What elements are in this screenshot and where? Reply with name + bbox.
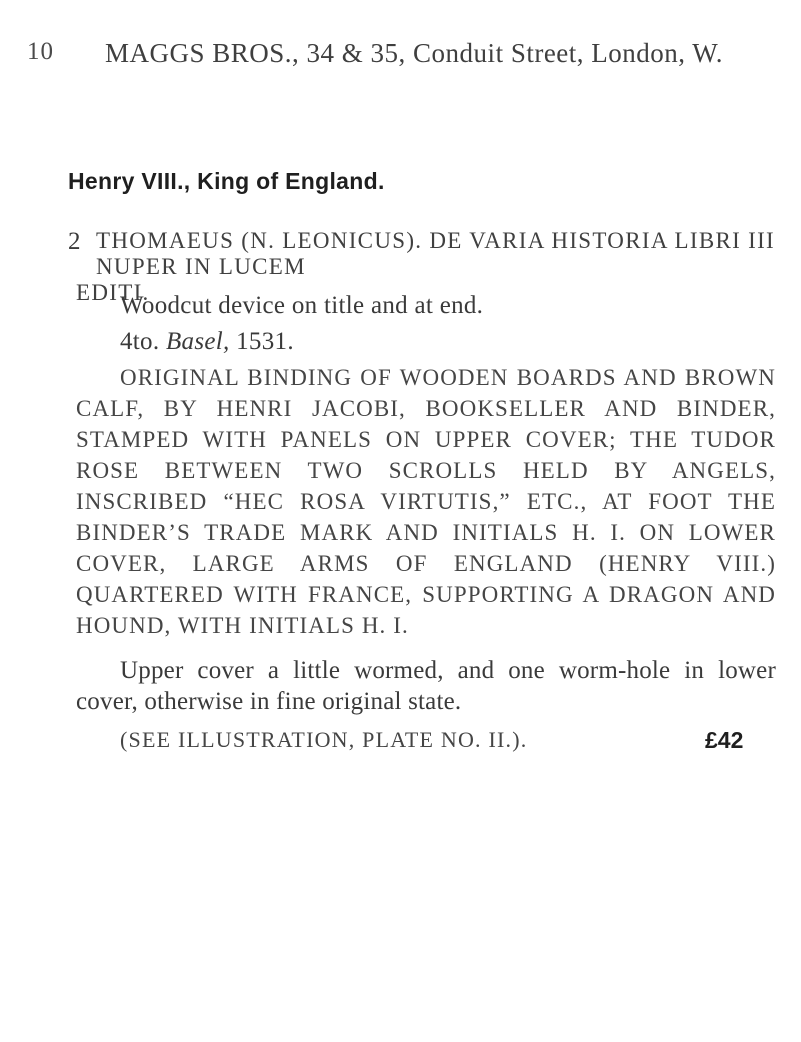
imprint-year: 1531.	[236, 328, 294, 355]
entry-author: THOMAEUS (N. LEONICUS).	[96, 228, 423, 253]
publisher-line: MAGGS BROS., 34 & 35, Conduit Street, London, W.	[105, 38, 724, 68]
woodcut-note: Woodcut device on title and at end.	[120, 292, 484, 319]
condition-note: Upper cover a little wormed, and one worm-hole in lower cover, otherwise in fine original state.	[76, 657, 776, 715]
entry-number: 2	[68, 228, 81, 255]
imprint-line	[120, 326, 294, 357]
running-head	[0, 38, 801, 78]
binding-description: ORIGINAL BINDING OF WOODEN BOARDS AND BROWN CALF, BY HENRI JACOBI, BOOKSELLER AND BINDER, STAMPED WITH PANELS ON UPPER COVER; THE TUDOR ROSE BETWEEN TWO SCROLLS HELD BY ANGELS, INSCRIBED “HEC ROSA VIRTUTIS,” ETC., AT FOOT THE BINDER’S TRADE MARK AND INITIALS H. I. ON LOWER COVER, LARGE ARMS OF ENGLAND (HENRY VIII.) QUARTERED WITH FRANCE, SUPPORTING A DRAGON AND HOUND, WITH INITIALS H. I.	[76, 365, 776, 638]
price: £42	[705, 727, 744, 753]
entry-title-continuation: EDITI.	[76, 280, 150, 305]
section-heading: Henry VIII., King of England.	[68, 168, 385, 194]
page-number: 10	[27, 38, 54, 65]
plate-reference: (SEE ILLUSTRATION, PLATE NO. II.).	[120, 727, 528, 752]
entry-work-title: DE VARIA HISTORIA LIBRI III NUPER IN LUCEM	[96, 228, 775, 279]
format: 4to.	[120, 328, 160, 355]
imprint-place: Basel,	[165, 328, 230, 355]
